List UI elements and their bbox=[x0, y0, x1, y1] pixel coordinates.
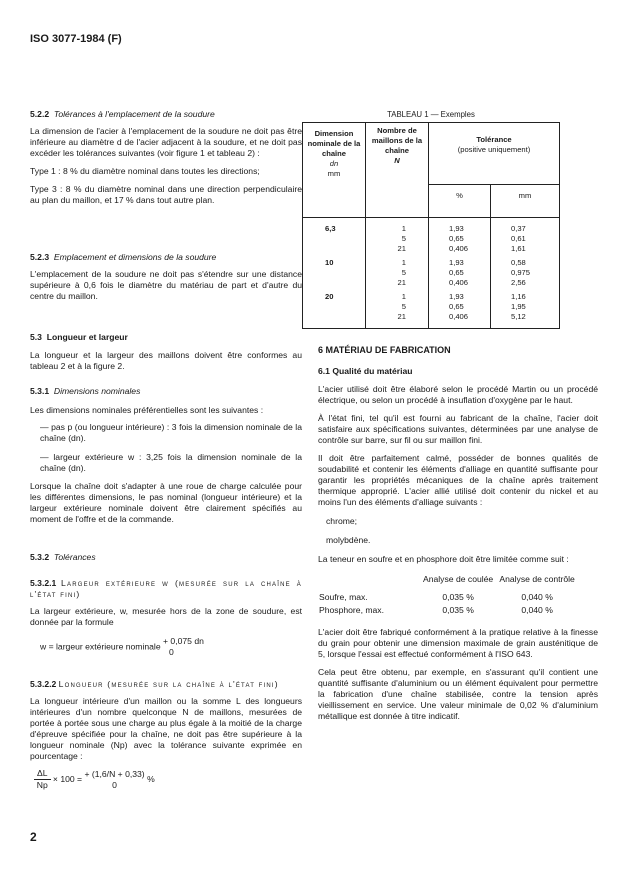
formula-mid: × 100 = bbox=[52, 773, 83, 784]
cell-percent: 0,65 bbox=[449, 302, 464, 311]
section-title: Longueur (mesurée sur la chaîne à l'état fini) bbox=[58, 679, 279, 689]
cell-links: 21 bbox=[397, 312, 406, 321]
cell-links: 5 bbox=[401, 234, 406, 243]
paragraph: La longueur et la largeur des maillons doivent être conformes au tableau 2 et à la figure 2. bbox=[30, 350, 302, 371]
document-id: ISO 3077-1984 (F) bbox=[30, 33, 122, 45]
list-item: — pas p (ou longueur intérieure) : 3 fois la dimension nominale de la chaîne (dn). bbox=[40, 422, 302, 443]
cell-dimension: 6,3 bbox=[303, 218, 366, 255]
section-5-2-2 bbox=[30, 109, 302, 206]
formula-lower: 0 bbox=[112, 779, 117, 790]
header-tolerance bbox=[429, 123, 560, 185]
table-1 bbox=[302, 122, 560, 329]
paragraph: La largeur extérieure, w, mesurée hors de la zone de soudure, est donnée par la formule bbox=[30, 606, 302, 627]
paragraph: L'acier doit être fabriqué conformément à la pratique relative à la finesse du grain pour obtenir une dimension maximale de grain austénitique de 5, lorsque l'essai est effectué conformément à l'ISO 643. bbox=[318, 627, 598, 659]
section-5-3-1 bbox=[30, 386, 302, 525]
section-number: 5.3.2.2 bbox=[30, 679, 57, 689]
paragraph: À l'état fini, tel qu'il est fourni au fabricant de la chaîne, l'acier doit satisfaire aux spécifications suivantes, déterminées par une analyse de contrôle sur barre, sur fil ou sur maillon fini. bbox=[318, 413, 598, 445]
cell-links: 1 bbox=[401, 292, 406, 301]
cell-links: 21 bbox=[397, 278, 406, 287]
table-row bbox=[318, 604, 578, 617]
paragraph: La teneur en soufre et en phosphore doit être limitée comme suit : bbox=[318, 554, 569, 564]
cell-links: 1 bbox=[401, 258, 406, 267]
list-item: molybdène. bbox=[326, 535, 371, 545]
cell-mm: 5,12 bbox=[511, 312, 526, 321]
cell: 0,040 % bbox=[521, 605, 553, 615]
header-label: Nombre de maillons de la chaîne bbox=[371, 126, 423, 155]
cell: 0,040 % bbox=[521, 592, 553, 602]
cell-mm: 2,56 bbox=[511, 278, 526, 287]
cell-percent: 1,93 bbox=[449, 258, 464, 267]
formula-lhs: w = largeur extérieure nominale bbox=[40, 641, 161, 652]
section-title: Dimensions nominales bbox=[53, 386, 141, 396]
table-row-group bbox=[303, 254, 560, 288]
cell-mm: 1,16 bbox=[511, 292, 526, 301]
cell-percent: 0,65 bbox=[449, 268, 464, 277]
col-header: Analyse de contrôle bbox=[499, 574, 575, 584]
paragraph: Type 1 : 8 % du diamètre nominal dans toutes les directions; bbox=[30, 166, 260, 176]
cell-percent: 0,406 bbox=[449, 278, 469, 287]
paragraph: La longueur intérieure d'un maillon ou la somme L des longueurs intérieures d'un nombre quelconque N de maillons, mesurées de portée à portée sous une charge au plus égale à la moitié de la charge d'épreuve spécifiée pour la chaîne, ne doit pas être supérieure à la longueur nominale (Np) avec la tolérance suivante exprimée en pourcentage : bbox=[30, 696, 302, 761]
header-dimension bbox=[303, 123, 366, 218]
cell-percent: 0,406 bbox=[449, 312, 469, 321]
formula-numerator: ΔL bbox=[34, 768, 51, 780]
row-label: Phosphore, max. bbox=[319, 605, 384, 615]
cell: 0,035 % bbox=[442, 592, 474, 602]
cell-mm: 0,37 bbox=[511, 224, 526, 233]
section-5-3-2-2 bbox=[30, 679, 302, 791]
paragraph: L'acier utilisé doit être élaboré selon le procédé Martin ou un procédé électrique, ou selon un procédé à insuflation d'oxygène par le haut. bbox=[318, 384, 598, 405]
section-title: Emplacement et dimensions de la soudure bbox=[53, 252, 217, 262]
cell-links: 5 bbox=[401, 302, 406, 311]
cell-percent: 1,93 bbox=[449, 224, 464, 233]
section-title: Largeur extérieure w (mesurée sur la chaîne à l'état fini) bbox=[30, 578, 302, 599]
cell-percent: 0,406 bbox=[449, 244, 469, 253]
col-header: Analyse de coulée bbox=[422, 574, 494, 584]
section-number: 5.3.2.1 bbox=[30, 578, 57, 588]
header-links bbox=[366, 123, 429, 218]
paragraph: Cela peut être obtenu, par exemple, en s'assurant qu'il contient une quantité suffisante d'aluminium ou un élément équivalent pour permettre la fabrication d'une chaîne stabilisée, contre la tension après vieillissement en service. Une valeur minimale de 0,02 % d'aluminium métallique est donnée à titre indicatif. bbox=[318, 667, 598, 721]
paragraph: Type 3 : 8 % du diamètre nominal dans une direction perpendiculaire au plan du maillon, et 17 % dans tout autre plan. bbox=[30, 184, 302, 205]
section-number: 5.2.2 bbox=[30, 109, 50, 119]
cell-mm: 0,975 bbox=[511, 268, 531, 277]
header-label: Dimension nominale de la chaîne bbox=[307, 129, 361, 158]
formula-upper: + (1,6/N + 0,33) bbox=[84, 768, 145, 779]
table-row bbox=[318, 591, 578, 604]
cell-links: 5 bbox=[401, 268, 406, 277]
header-symbol: dn bbox=[329, 159, 339, 168]
list-item: chrome; bbox=[326, 516, 358, 526]
formula-denominator: Np bbox=[36, 780, 48, 790]
cell-mm: 1,95 bbox=[511, 302, 526, 311]
formula bbox=[30, 636, 302, 658]
table-caption: TABLEAU 1 — Exemples bbox=[387, 110, 475, 119]
cell-dimension: 10 bbox=[303, 254, 366, 288]
paragraph: Les dimensions nominales préférentielles sont les suivantes : bbox=[30, 405, 264, 415]
table-row-group bbox=[303, 218, 560, 255]
cell-percent: 0,65 bbox=[449, 234, 464, 243]
table-row-group bbox=[303, 288, 560, 329]
section-5-3 bbox=[30, 332, 302, 372]
row-label: Soufre, max. bbox=[319, 592, 368, 602]
formula-upper: + 0,075 dn bbox=[163, 636, 204, 646]
cell-links: 21 bbox=[397, 244, 406, 253]
cell: 0,035 % bbox=[442, 605, 474, 615]
paragraph: Il doit être parfaitement calmé, posséder de bonnes qualités de soudabilité et contenir les éléments d'alliage en quantité suffisante pour garantir les propriétés mécaniques de la chaîne après traitement thermique approprié. L'acier allié utilisé doit contenir du nickel et au moins l'un des éléments d'alliage suivants : bbox=[318, 453, 598, 507]
cell-mm: 0,61 bbox=[511, 234, 526, 243]
header-sublabel: (positive uniquement) bbox=[457, 145, 531, 154]
header-label: Tolérance bbox=[476, 135, 512, 144]
cell-mm: 1,61 bbox=[511, 244, 526, 253]
section-number: 5.3.2 bbox=[30, 552, 50, 562]
list-item: — largeur extérieure w : 3,25 fois la dimension nominale de la chaîne (dn). bbox=[40, 452, 302, 473]
section-5-3-2-1 bbox=[30, 578, 302, 658]
cell-mm: 0,58 bbox=[511, 258, 526, 267]
section-title: Tolérances à l'emplacement de la soudure bbox=[53, 109, 215, 119]
cell-percent: 1,93 bbox=[449, 292, 464, 301]
cell-dimension: 20 bbox=[303, 288, 366, 329]
paragraph: L'emplacement de la soudure ne doit pas s'étendre sur une distance supérieure à 0,6 fois le diamètre du matériau de part et d'autre du centre du maillon. bbox=[30, 269, 302, 301]
section-5-2-3 bbox=[30, 252, 302, 302]
section-number: 5.3.1 bbox=[30, 386, 50, 396]
formula-unit: % bbox=[147, 773, 155, 784]
section-title: 6 MATÉRIAU DE FABRICATION bbox=[318, 345, 451, 355]
section-title: Tolérances bbox=[53, 552, 96, 562]
formula bbox=[30, 768, 302, 791]
cell-links: 1 bbox=[401, 224, 406, 233]
section-6 bbox=[318, 345, 598, 722]
header-unit: mm bbox=[327, 169, 341, 178]
header-mm: mm bbox=[518, 191, 532, 200]
formula-lower: 0 bbox=[169, 647, 174, 657]
section-5-3-2 bbox=[30, 552, 302, 563]
page-number: 2 bbox=[30, 830, 37, 844]
paragraph: Lorsque la chaîne doit s'adapter à une roue de charge calculée pour les différentes dimensions, le pas nominal (longueur intérieure) et la largeur extérieure nominale doivent être clairement spécifiés au moment de l'offre et de la commande. bbox=[30, 481, 302, 524]
section-number: 5.2.3 bbox=[30, 252, 50, 262]
header-percent: % bbox=[429, 185, 491, 218]
subsection-title: 6.1 Qualité du matériau bbox=[318, 366, 413, 376]
header-symbol: N bbox=[394, 156, 400, 165]
paragraph: La dimension de l'acier à l'emplacement de la soudure ne doit pas être inférieure au diamètre d de l'acier adjacent à la soudure, et ne doit pas excéder les tolérances suivantes (voir figure 1 et tableau 2) : bbox=[30, 126, 302, 158]
section-number: 5.3 bbox=[30, 332, 42, 342]
composition-table bbox=[318, 573, 578, 617]
section-title: Longueur et largeur bbox=[46, 332, 128, 342]
